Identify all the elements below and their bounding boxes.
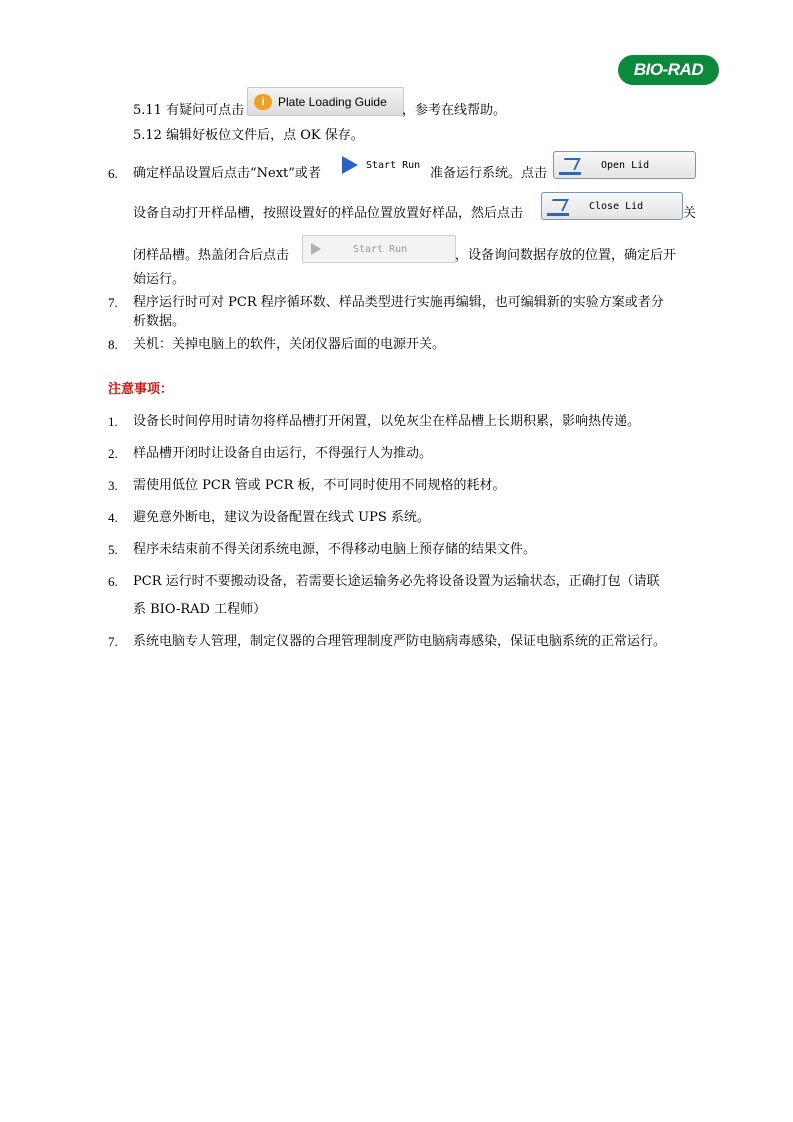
notes-title: 注意事项：	[108, 382, 174, 397]
step-6-text-a: 确定样品设置后点击“Next”或者	[133, 166, 321, 181]
note-text: 系统电脑专人管理，制定仪器的合理管理制度严防电脑病毒感染，保证电脑系统的正常运行。	[133, 634, 667, 649]
start-run-disabled-button[interactable]	[302, 235, 456, 263]
note-number: 3.	[108, 478, 118, 493]
start-run-button[interactable]	[338, 152, 430, 178]
note-text: 需使用低位 PCR 管或 PCR 板，不可同时使用不同规格的耗材。	[133, 478, 506, 493]
note-text: 避免意外断电，建议为设备配置在线式 UPS 系统。	[133, 510, 430, 525]
step-8-text: 关机：关掉电脑上的软件，关闭仪器后面的电源开关。	[133, 337, 446, 352]
open-lid-icon	[559, 156, 581, 175]
close-lid-label: Close Lid	[589, 200, 644, 212]
note-text: 样品槽开闭时让设备自由运行，不得强行人为推动。	[133, 446, 433, 461]
plate-loading-guide-button[interactable]	[247, 87, 404, 116]
step-512-text: 5.12 编辑好板位文件后，点 OK 保存。	[133, 128, 364, 143]
note-number: 4.	[108, 510, 118, 525]
note-text: 设备长时间停用时请勿将样品槽打开闲置，以免灰尘在样品槽上长期积累，影响热传递。	[133, 414, 641, 429]
step-6-number: 6.	[108, 166, 118, 181]
close-lid-button[interactable]	[541, 192, 683, 220]
step-6-line2-end: 关	[683, 206, 697, 221]
info-icon: i	[254, 94, 272, 110]
step-6-line3-b: ，设备询问数据存放的位置，确定后开	[455, 248, 677, 263]
start-run-label: Start Run	[366, 159, 421, 171]
bio-rad-logo: BIO-RAD	[618, 55, 719, 85]
step-6-text-b: 准备运行系统。点击	[430, 166, 548, 181]
note-text: 程序未结束前不得关闭系统电源，不得移动电脑上预存储的结果文件。	[133, 542, 537, 557]
step-6-line4: 始运行。	[133, 272, 186, 287]
open-lid-button[interactable]	[553, 151, 696, 179]
play-arrow-disabled-icon	[311, 243, 321, 255]
note-text-continued: 系 BIO-RAD 工程师）	[133, 602, 267, 617]
note-number: 7.	[108, 634, 118, 649]
note-number: 2.	[108, 446, 118, 461]
note-number: 6.	[108, 574, 118, 589]
step-7-number: 7.	[108, 295, 118, 310]
close-lid-icon	[547, 197, 569, 216]
plate-loading-guide-label: Plate Loading Guide	[278, 94, 387, 109]
step-511-text-end: ，参考在线帮助。	[402, 103, 507, 118]
step-6-line2: 设备自动打开样品槽，按照设置好的样品位置放置好样品，然后点击	[133, 206, 524, 221]
step-8-number: 8.	[108, 337, 118, 352]
step-7-line1: 程序运行时可对 PCR 程序循环数、样品类型进行实施再编辑，也可编辑新的实验方案或者分	[133, 295, 664, 310]
play-arrow-icon	[342, 156, 358, 174]
step-6-line3-a: 闭样品槽。热盖闭合后点击	[133, 248, 290, 263]
note-number: 5.	[108, 542, 118, 557]
note-number: 1.	[108, 414, 118, 429]
open-lid-label: Open Lid	[601, 159, 650, 171]
note-text: PCR 运行时不要搬动设备，若需要长途运输务必先将设备设置为运输状态，正确打包（请联	[133, 574, 660, 589]
step-511-text: 5.11 有疑问可点击	[133, 103, 245, 118]
start-run-disabled-label: Start Run	[353, 243, 408, 255]
step-7-line2: 析数据。	[133, 314, 186, 329]
